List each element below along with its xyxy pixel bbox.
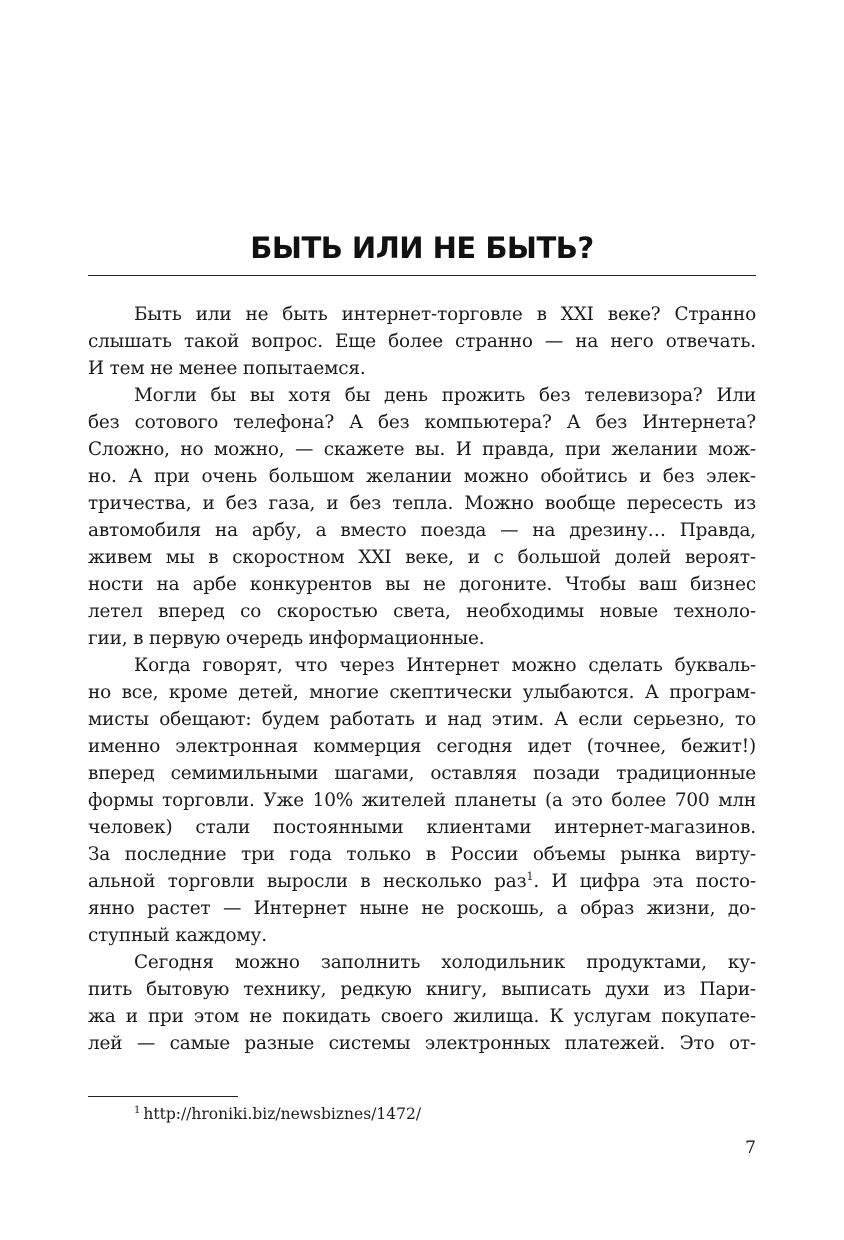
text-line: И тем не менее попытаемся. — [88, 358, 366, 379]
text-line: Когда говорят, что через Интернет можно сделать букваль- — [134, 655, 756, 676]
text-line: Быть или не быть интернет-торговле в XXI веке? Странно — [134, 304, 756, 325]
text-line: янно растет — Интернет ныне не роскошь, а образ жизни, до- — [88, 898, 756, 919]
text-line: лей — самые разные системы электронных платежей. Это от- — [88, 1033, 756, 1054]
text-line: человек) стали постоянными клиентами интернет-магазинов. — [88, 817, 756, 838]
text-fragment: альной торговли выросли в несколько раз — [88, 871, 527, 892]
text-line: Могли бы вы хотя бы день прожить без телевизора? Или — [134, 385, 756, 406]
text-line: именно электронная коммерция сегодня идет (точнее, бежит!) — [88, 736, 756, 757]
page-number: 7 — [745, 1138, 756, 1158]
body-text — [88, 301, 756, 1057]
text-line: ности на арбе конкурентов вы не догоните. Чтобы ваш бизнес — [88, 574, 756, 595]
text-line: слышать такой вопрос. Еще более странно — на него отвечать. — [88, 331, 756, 352]
text-line-with-footnote — [88, 868, 756, 895]
paragraph — [88, 301, 756, 382]
text-line: Сложно, но можно, — скажете вы. И правда, при желании мож- — [88, 439, 756, 460]
text-line: без сотового телефона? А без компьютера? А без Интернета? — [88, 412, 756, 433]
footnote-link[interactable]: http://hroniki.biz/newsbiznes/1472/ — [143, 1105, 422, 1123]
paragraph — [88, 652, 756, 949]
footnote-marker: 1 — [134, 1104, 141, 1116]
text-line: За последние три года только в России объемы рынка вирту- — [88, 844, 756, 865]
text-line: автомобиля на арбу, а вместо поезда — на дрезину… Правда, — [88, 520, 756, 541]
text-line: летел вперед со скоростью света, необходимы новые техноло- — [88, 601, 756, 622]
footnote-divider — [88, 1096, 238, 1097]
footnote-reference[interactable]: 1 — [526, 869, 534, 883]
text-line: Сегодня можно заполнить холодильник продуктами, ку- — [134, 952, 756, 973]
text-line: но. А при очень большом желании можно обойтись и без элек- — [88, 466, 756, 487]
title-divider — [88, 275, 756, 276]
text-line: мисты обещают: будем работать и над этим. А если серьезно, то — [88, 709, 756, 730]
footnote — [134, 1103, 421, 1125]
text-line: но все, кроме детей, многие скептически улыбаются. А програм- — [88, 682, 756, 703]
text-fragment: . И цифра эта посто- — [533, 871, 756, 892]
paragraph — [88, 949, 756, 1057]
text-line: гии, в первую очередь информационные. — [88, 628, 485, 649]
text-line: ступный каждому. — [88, 925, 267, 946]
text-line: формы торговли. Уже 10% жителей планеты (а это более 700 млн — [88, 790, 756, 811]
text-line: тричества, и без газа, и без тепла. Можно вообще пересесть из — [88, 493, 756, 514]
text-line: вперед семимильными шагами, оставляя позади традиционные — [88, 763, 756, 784]
text-line: пить бытовую технику, редкую книгу, выписать духи из Пари- — [88, 979, 756, 1000]
chapter-title: БЫТЬ ИЛИ НЕ БЫТЬ? — [250, 231, 594, 265]
text-line: живем мы в скоростном XXI веке, и с большой долей вероят- — [88, 547, 756, 568]
text-line: жа и при этом не покидать своего жилища. К услугам покупате- — [88, 1006, 756, 1027]
paragraph — [88, 382, 756, 652]
